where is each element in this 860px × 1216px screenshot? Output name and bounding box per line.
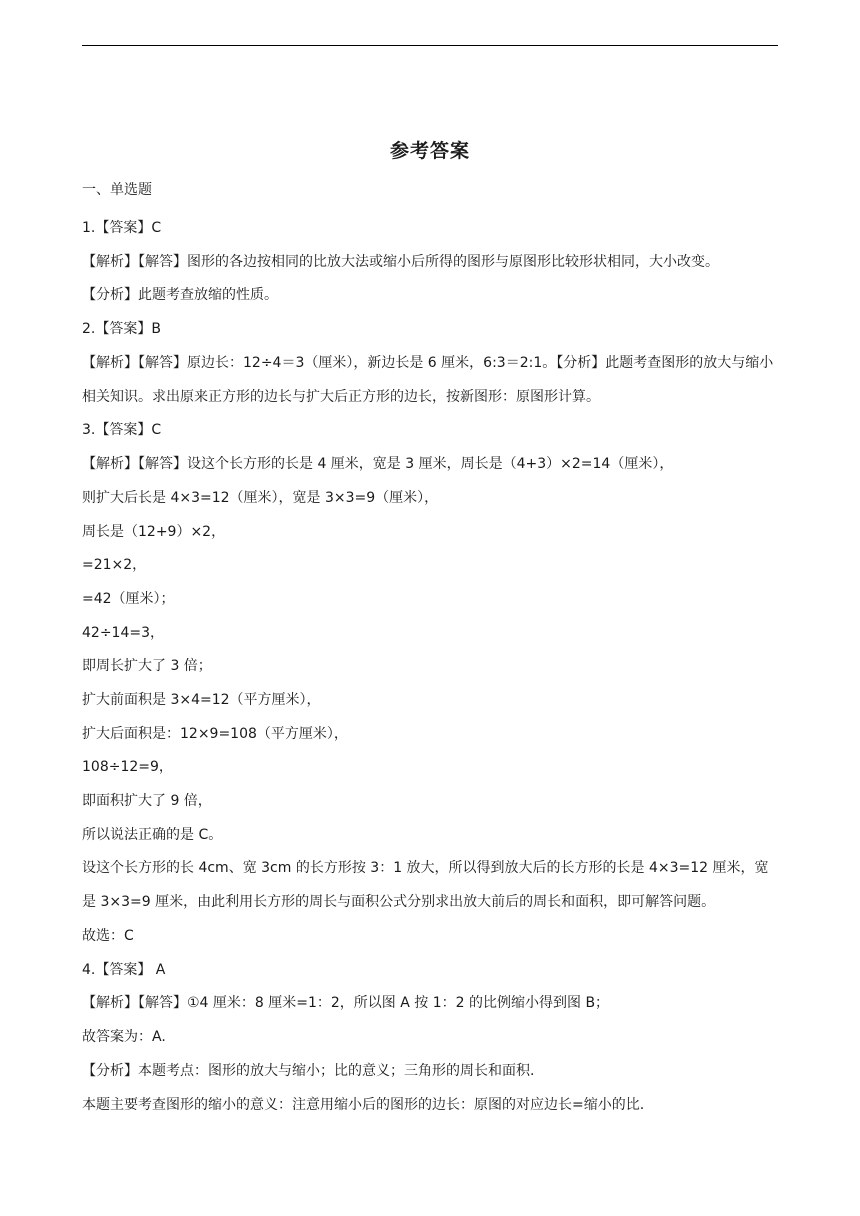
answer-line: 扩大前面积是 3×4=12（平方厘米）， <box>82 691 321 708</box>
answer-line: 所以说法正确的是 C。 <box>82 826 223 843</box>
header-rule <box>82 45 778 46</box>
answer-line: 即面积扩大了 9 倍， <box>82 793 212 809</box>
answer-line: 设这个长方形的长 4cm、宽 3cm 的长方形按 3：1 放大，所以得到放大后的长方形的长是 4×3=12 厘米，宽是 3×3=9 厘米，由此利用长方形的周长与面积公式分别求出放大前后的周长和面积，即可解答问题。 <box>82 860 769 911</box>
answer-line: 故答案为：A. <box>82 1029 166 1046</box>
answer-line: 4.【答案】 A <box>82 961 166 978</box>
page-title: 参考答案 <box>389 140 470 162</box>
answer-line: 【解析】【解答】原边长：12÷4＝3（厘米），新边长是 6 厘米，6:3＝2:1。【分析】此题考查图形的放大与缩小相关知识。求出原来正方形的边长与扩大后正方形的边长，按新图形：原图形计算。 <box>82 354 774 405</box>
answer-line: 108÷12=9， <box>82 759 173 776</box>
answer-line: 则扩大后长是 4×3=12（厘米），宽是 3×3=9（厘米）， <box>82 489 439 506</box>
answer-line: 故选：C <box>82 928 134 945</box>
answer-line: 42÷14=3， <box>82 624 164 641</box>
answer-line: 【分析】本题考点：图形的放大与缩小；比的意义；三角形的周长和面积. <box>82 1062 535 1079</box>
answer-line: 【解析】【解答】设这个长方形的长是 4 厘米，宽是 3 厘米，周长是（4+3）×2=14（厘米）， <box>82 456 674 473</box>
answer-line: 3.【答案】C <box>82 422 162 439</box>
answer-line: 【分析】此题考查放缩的性质。 <box>82 287 278 304</box>
answer-line: 1.【答案】C <box>82 220 162 236</box>
answer-line: 扩大后面积是：12×9=108（平方厘米）， <box>82 725 348 742</box>
answer-line: 本题主要考查图形的缩小的意义：注意用缩小后的图形的边长：原图的对应边长=缩小的比. <box>82 1096 645 1113</box>
answer-line: 即周长扩大了 3 倍； <box>82 658 212 675</box>
answer-line: =21×2， <box>82 557 147 574</box>
answer-line: 2.【答案】B <box>82 321 161 338</box>
answer-content <box>82 182 782 1130</box>
answer-line: 【解析】【解答】①4 厘米：8 厘米=1：2，所以图 A 按 1：2 的比例缩小得到图 B； <box>82 995 610 1012</box>
section-heading: 一、单选题 <box>82 182 152 198</box>
answer-line: 周长是（12+9）×2， <box>82 523 226 540</box>
answer-line: =42（厘米）； <box>82 590 175 607</box>
answer-line: 【解析】【解答】图形的各边按相同的比放大法或缩小后所得的图形与原图形比较形状相同，大小改变。 <box>82 253 719 270</box>
